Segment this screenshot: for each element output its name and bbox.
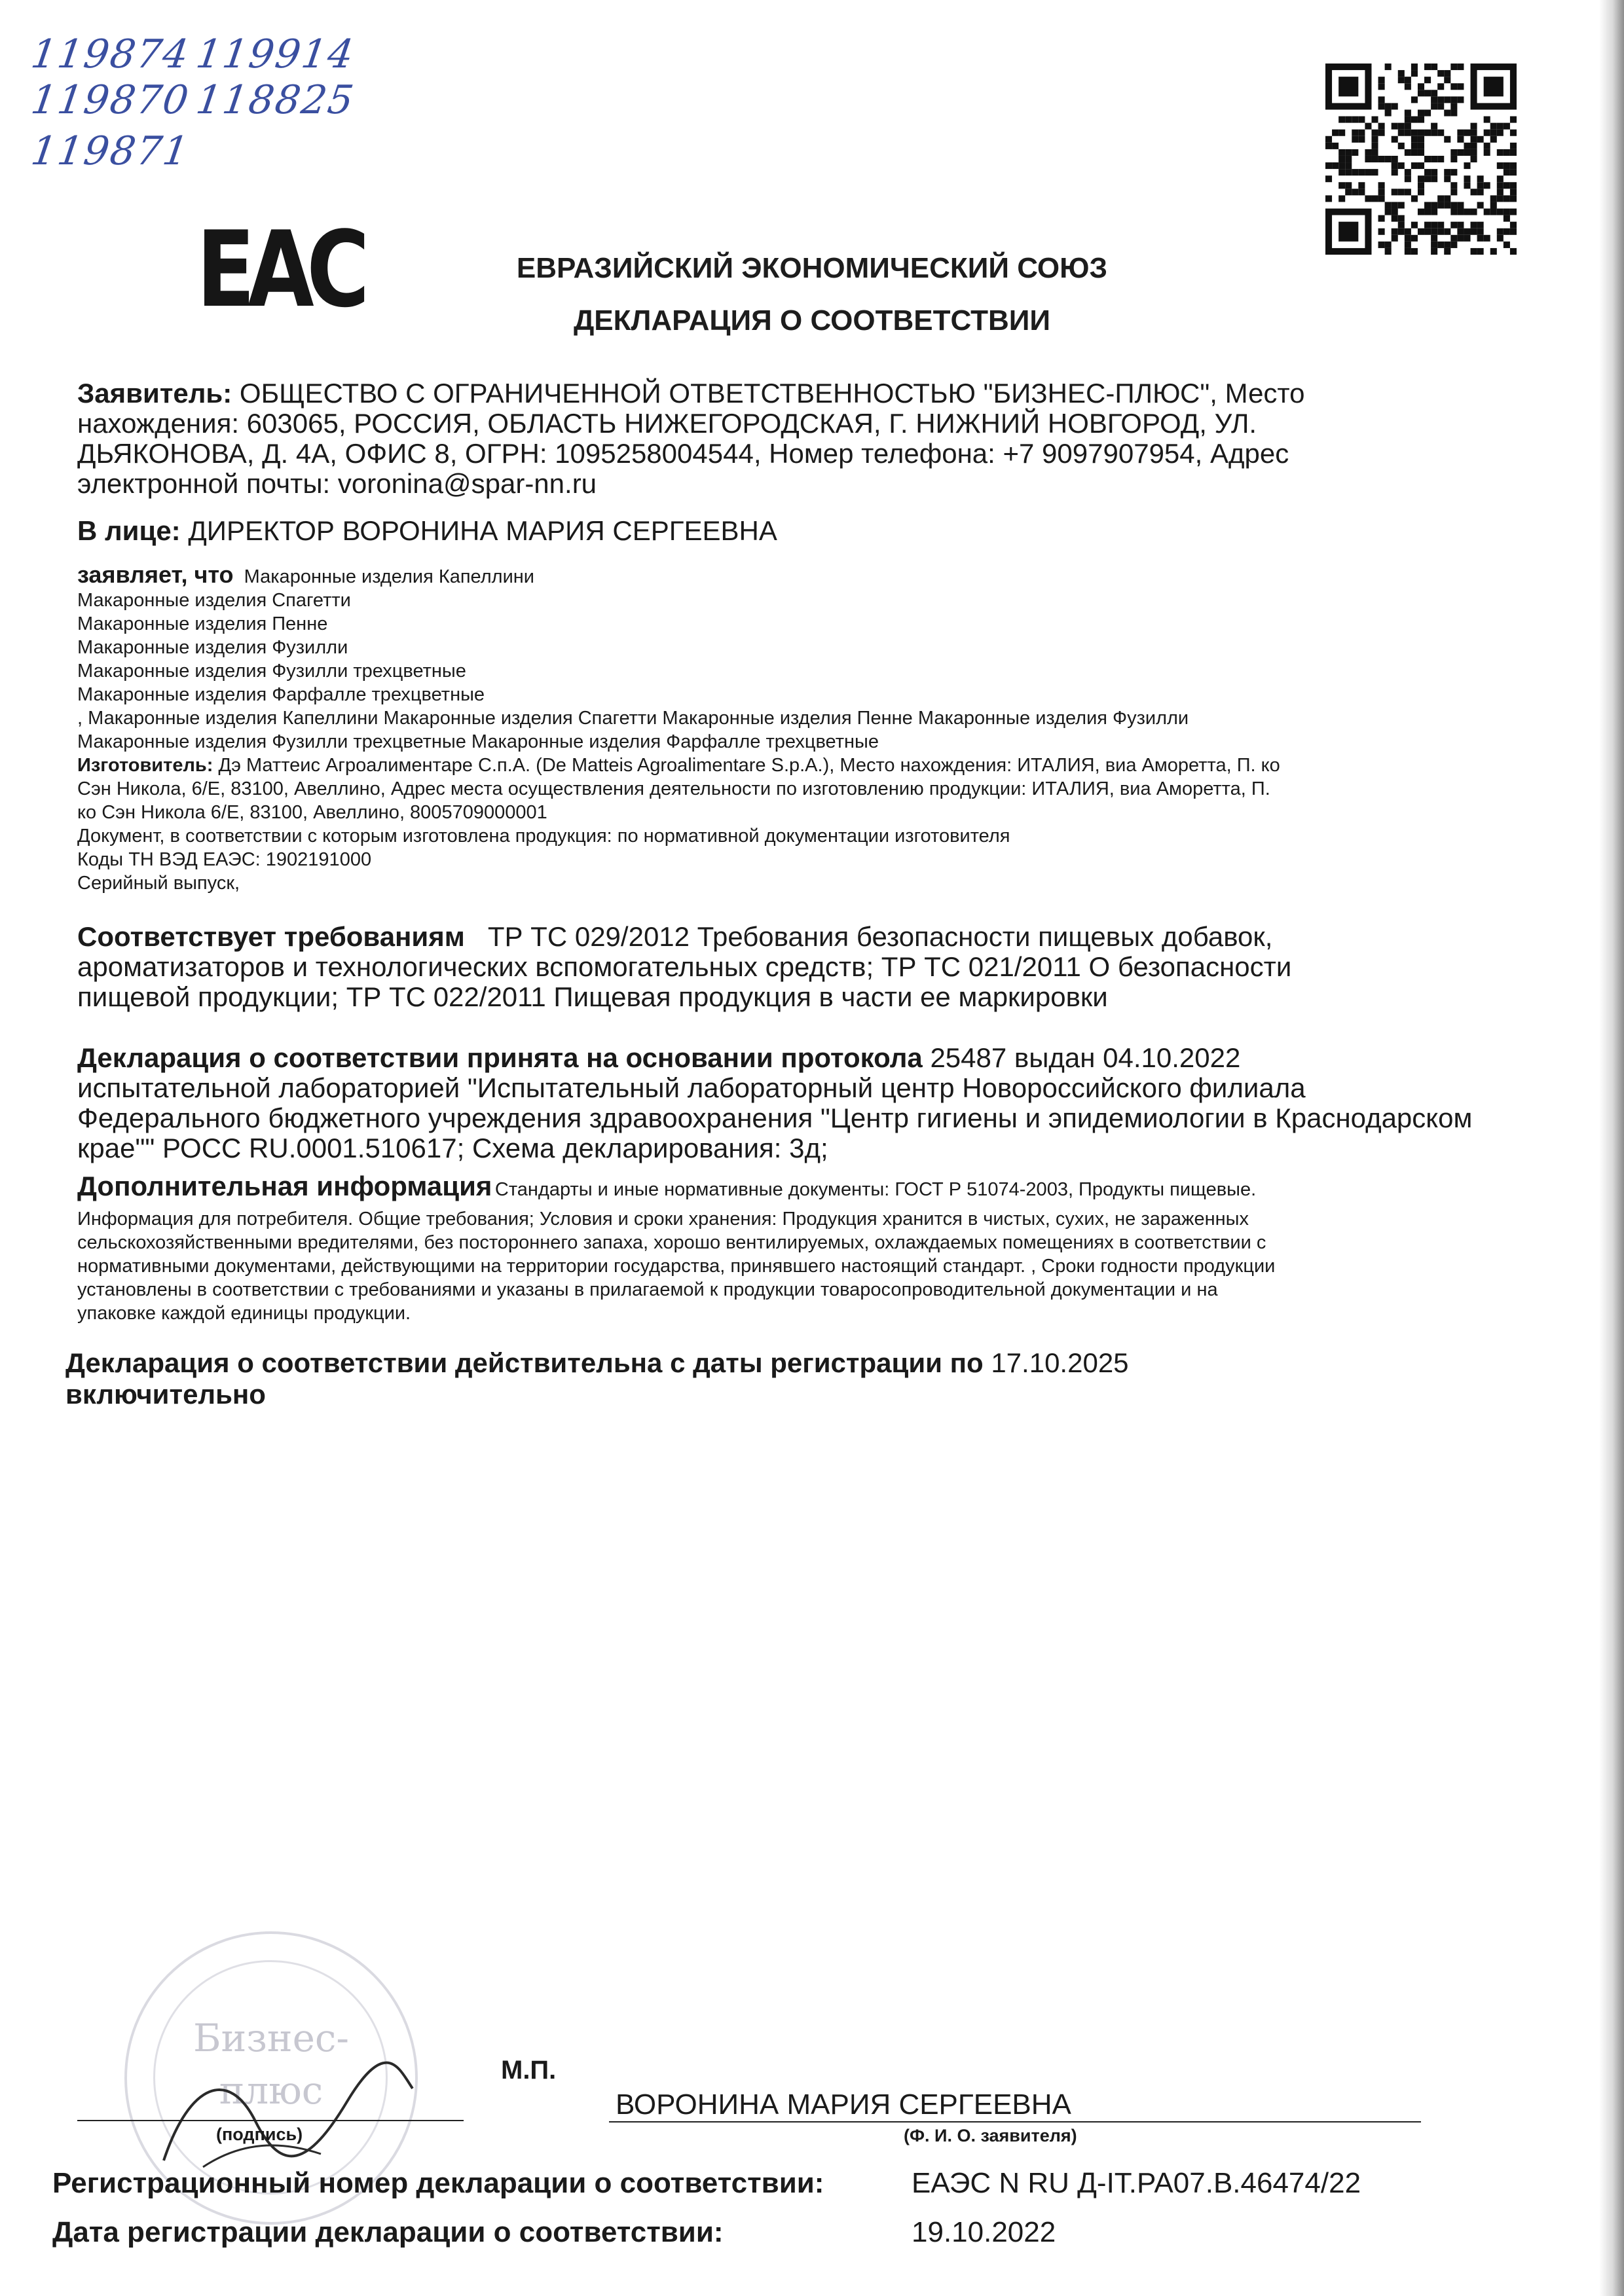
handwritten-note: 118825	[193, 77, 358, 123]
tn-ved-codes: Коды ТН ВЭД ЕАЭС: 1902191000	[77, 849, 372, 870]
protocol-text: крае"" РОСС RU.0001.510617; Схема декларирования: 3д;	[77, 1133, 828, 1163]
represented-label: В лице:	[77, 515, 181, 546]
signer-name: ВОРОНИНА МАРИЯ СЕРГЕЕВНА	[616, 2088, 1071, 2121]
protocol-text: 25487 выдан 04.10.2022	[930, 1042, 1241, 1073]
manufacturer-text: Дэ Маттеис Агроалиментаре С.п.А. (De Matteis Agroalimentare S.p.A.), Место нахождения: ИТАЛИЯ, виа Аморетта, П. ко	[218, 755, 1280, 776]
qr-code	[1325, 64, 1517, 255]
registration-date-label: Дата регистрации декларации о соответствии:	[52, 2216, 724, 2248]
additional-text: сельскохозяйственными вредителями, без постороннего запаха, хорошо вентилируемых, охлаждаемых помещениях в соответствии с	[77, 1232, 1266, 1253]
product-item: Макаронные изделия Капеллини	[244, 566, 534, 587]
registration-number-label: Регистрационный номер декларации о соответствии:	[52, 2167, 824, 2199]
union-heading: ЕВРАЗИЙСКИЙ ЭКОНОМИЧЕСКИЙ СОЮЗ	[516, 252, 1108, 284]
applicant-text: ОБЩЕСТВО С ОГРАНИЧЕННОЙ ОТВЕТСТВЕННОСТЬЮ "БИЗНЕС-ПЛЮС", Место	[239, 378, 1305, 409]
validity-date: 17.10.2025	[991, 1347, 1129, 1378]
additional-text: нормативными документами, действующими на территории государства, принявшего настоящий стандарт. , Сроки годности продукции	[77, 1256, 1276, 1277]
validity-block	[65, 1347, 1441, 1410]
declares-label: заявляет, что	[77, 561, 234, 588]
document-title: ДЕКЛАРАЦИЯ О СООТВЕТСТВИИ	[573, 304, 1051, 337]
validity-label: Декларация о соответствии действительна с даты регистрации по	[65, 1347, 984, 1378]
applicant-text: нахождения: 603065, РОССИЯ, ОБЛАСТЬ НИЖЕГОРОДСКАЯ, Г. НИЖНИЙ НОВГОРОД, УЛ.	[77, 408, 1257, 439]
requirements-text: пищевой продукции; ТР ТС 022/2011 Пищевая продукция в части ее маркировки	[77, 981, 1108, 1012]
product-item: Макаронные изделия Спагетти	[77, 590, 351, 611]
product-item: Макаронные изделия Пенне	[77, 613, 328, 634]
applicant-text: ДЬЯКОНОВА, Д. 4А, ОФИС 8, ОГРН: 1095258004544, Номер телефона: +7 9097907954, Адрес	[77, 438, 1289, 469]
requirements-text: ароматизаторов и технологических вспомогательных средств; ТР ТС 021/2011 О безопасности	[77, 951, 1292, 982]
registration-date: 19.10.2022	[912, 2216, 1056, 2248]
signature-caption: (подпись)	[216, 2124, 303, 2144]
manufacturer-label: Изготовитель:	[77, 755, 213, 776]
product-item: Макаронные изделия Фузилли	[77, 637, 348, 658]
requirements-label: Соответствует требованиям	[77, 921, 465, 952]
handwritten-note: 119914	[193, 31, 358, 77]
product-item: Макаронные изделия Фарфалле трехцветные	[77, 684, 485, 705]
scan-edge	[1599, 0, 1624, 2296]
product-summary: , Макаронные изделия Капеллини Макаронные изделия Спагетти Макаронные изделия Пенне Макаронные изделия Фузилли	[77, 708, 1189, 729]
additional-label: Дополнительная информация	[77, 1171, 492, 1201]
handwritten-note: 119874	[28, 31, 193, 77]
protocol-text: Федерального бюджетного учреждения здравоохранения "Центр гигиены и эпидемиологии в Краснодарском	[77, 1102, 1473, 1133]
applicant-label: Заявитель:	[77, 378, 232, 409]
product-summary: Макаронные изделия Фузилли трехцветные Макаронные изделия Фарфалле трехцветные	[77, 731, 879, 752]
stamp-text: Бизнес-	[193, 2016, 349, 2060]
requirements-block	[77, 922, 1452, 1012]
protocol-block	[77, 1042, 1473, 1163]
name-line	[609, 2121, 1421, 2123]
applicant-text: электронной почты: voronina@spar-nn.ru	[77, 468, 597, 499]
mp-label: М.П.	[501, 2056, 557, 2085]
additional-text: Информация для потребителя. Общие требования; Условия и сроки хранения: Продукция хранится в чистых, сухих, не зараженных	[77, 1209, 1249, 1230]
declares-block	[77, 563, 1452, 895]
handwritten-note: 119871	[28, 128, 193, 174]
document-basis: Документ, в соответствии с которым изготовлена продукция: по нормативной документации изготовителя	[77, 826, 1010, 847]
eac-logo: EAC	[196, 208, 363, 331]
stamp-text: плюс	[219, 2068, 323, 2113]
additional-block	[77, 1172, 1452, 1325]
handwritten-note: 119870	[28, 77, 193, 123]
represented-value: ДИРЕКТОР ВОРОНИНА МАРИЯ СЕРГЕЕВНА	[188, 515, 777, 546]
additional-text: установлены в соответствии с требованиями и указаны в прилагаемой к продукции товаросопроводительной документации и на	[77, 1279, 1218, 1300]
protocol-label: Декларация о соответствии принята на основании протокола	[77, 1042, 923, 1073]
product-item: Макаронные изделия Фузилли трехцветные	[77, 661, 466, 682]
manufacturer-text: ко Сэн Никола 6/E, 83100, Авеллино, 8005709000001	[77, 802, 547, 823]
serial-release: Серийный выпуск,	[77, 873, 240, 894]
applicant-block	[77, 378, 1452, 499]
signature-scribble	[151, 2043, 426, 2174]
manufacturer-text: Сэн Никола, 6/E, 83100, Авеллино, Адрес места осуществления деятельности по изготовлению продукции: ИТАЛИЯ, виа Аморетта, П.	[77, 778, 1270, 799]
requirements-text: ТР ТС 029/2012 Требования безопасности пищевых добавок,	[487, 921, 1273, 952]
validity-suffix: включительно	[65, 1379, 266, 1410]
additional-text: упаковке каждой единицы продукции.	[77, 1303, 411, 1324]
protocol-text: испытательной лабораторией "Испытательный лабораторный центр Новороссийского филиала	[77, 1072, 1306, 1103]
signature-line	[77, 2120, 464, 2121]
registration-number: ЕАЭС N RU Д-IT.РА07.В.46474/22	[912, 2167, 1361, 2199]
represented-block	[77, 516, 1452, 546]
additional-text: Стандарты и иные нормативные документы: ГОСТ Р 51074-2003, Продукты пищевые.	[494, 1179, 1257, 1200]
name-caption: (Ф. И. О. заявителя)	[904, 2126, 1077, 2145]
